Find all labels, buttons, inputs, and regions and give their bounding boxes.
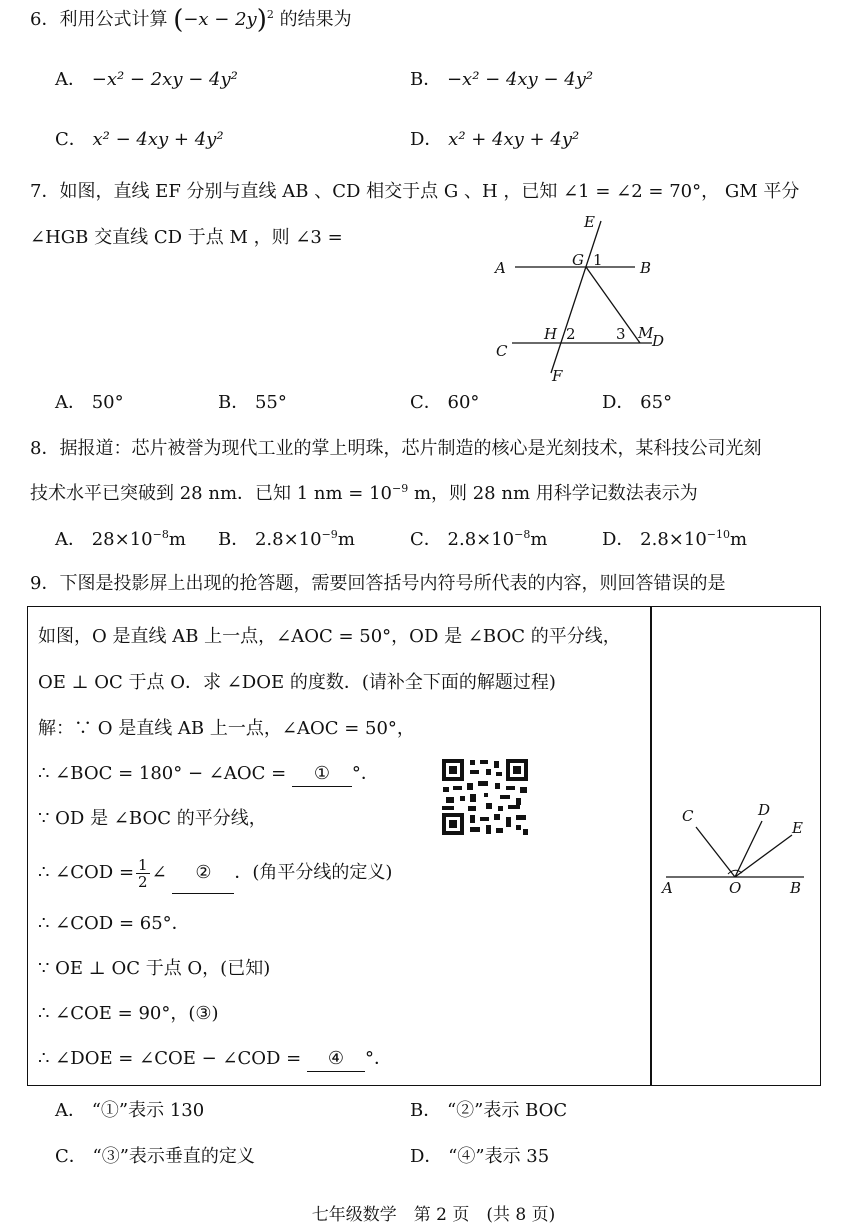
label-a: A <box>495 259 506 277</box>
label-b: B <box>640 259 652 277</box>
q7-figure <box>480 205 690 385</box>
label-f: F <box>552 367 563 385</box>
label-c-q9: C <box>682 807 694 825</box>
label-e-q9: E <box>792 819 803 837</box>
qr-code-icon <box>440 757 530 837</box>
q9-box-line3: 解：∵ O 是直线 AB 上一点，∠AOC = 50°， <box>38 718 415 739</box>
page-footer: 七年级数学 第 2 页 (共 8 页) <box>311 1205 556 1225</box>
q9-stem: 9．下图是投影屏上出现的抢答题，需要回答括号内符号所代表的内容，则回答错误的是 <box>30 573 726 594</box>
q7-option-a[interactable]: A． 50° <box>55 392 124 413</box>
q7-stem-line2: ∠HGB 交直线 CD 于点 M ，则 ∠3 = <box>30 227 343 248</box>
label-a-q9: A <box>662 879 673 897</box>
q9-box-line6: ∴ ∠COD = $\frac{1}{2}$ ∠ ② ．(角平分线的定义) <box>38 853 392 894</box>
label-2: 2 <box>566 325 576 343</box>
label-b-q9: B <box>790 879 802 897</box>
q6-option-d[interactable]: D． x² + 4xy + 4y² <box>410 129 580 150</box>
label-m: M <box>638 324 654 342</box>
q9-option-b[interactable]: B． “②”表示 BOC <box>410 1100 568 1121</box>
ray-oc <box>696 827 735 877</box>
label-3: 3 <box>616 325 626 343</box>
q9-option-d[interactable]: D． “④”表示 35 <box>410 1146 550 1167</box>
label-g: G <box>572 251 584 269</box>
label-e: E <box>584 213 595 231</box>
q9-box-line10: ∴ ∠DOE = ∠COE − ∠COD = ④ °． <box>38 1047 392 1072</box>
q9-box-line4: ∴ ∠BOC = 180° − ∠AOC = ① °． <box>38 762 379 787</box>
label-c: C <box>496 342 508 360</box>
q8-option-b[interactable]: B． $2.8\times 10^{-9}m$ <box>218 528 355 550</box>
label-h: H <box>544 325 558 343</box>
label-o-q9: O <box>729 879 742 897</box>
q9-box-line7: ∴ ∠COD = 65°． <box>38 913 190 934</box>
q6-stem: 6．利用公式计算 $(-x - 2y)^2$ 的结果为 <box>30 5 352 35</box>
q9-box-line9: ∴ ∠COE = 90°，(③) <box>38 1003 219 1024</box>
q9-option-a[interactable]: A． “①”表示 130 <box>55 1100 205 1121</box>
q9-box-line1: 如图，O 是直线 AB 上一点，∠AOC = 50°，OD 是 ∠BOC 的平分线， <box>38 626 621 647</box>
label-d-q9: D <box>758 801 771 819</box>
q8-option-a[interactable]: A． $28\times 10^{-8}m$ <box>55 528 186 550</box>
q6-option-b[interactable]: B． −x² − 4xy − 4y² <box>410 69 594 90</box>
line-ef <box>551 221 601 373</box>
q6-option-a[interactable]: A． −x² − 2xy − 4y² <box>55 69 238 90</box>
q8-option-c[interactable]: C． $2.8\times 10^{-8}m$ <box>410 528 548 550</box>
blank-1: ① <box>292 762 352 787</box>
q8-stem-line1: 8．据报道：芯片被誉为现代工业的掌上明珠，芯片制造的核心是光刻技术，某科技公司光刻 <box>30 438 762 459</box>
blank-4: ④ <box>307 1047 365 1072</box>
box-divider <box>650 607 652 1085</box>
q9-box-line5: ∵ OD 是 ∠BOC 的平分线， <box>38 808 267 829</box>
label-1: 1 <box>593 251 603 269</box>
q7-option-b[interactable]: B． 55° <box>218 392 287 413</box>
q9-solution-box <box>27 606 821 1086</box>
q9-option-c[interactable]: C． “③”表示垂直的定义 <box>55 1146 255 1167</box>
segment-gm <box>586 267 640 343</box>
q7-option-d[interactable]: D． 65° <box>602 392 673 413</box>
q7-option-c[interactable]: C． 60° <box>410 392 480 413</box>
q8-option-d[interactable]: D． $2.8\times 10^{-10}m$ <box>602 528 748 550</box>
q8-stem-line2: 技术水平已突破到 28 nm．已知 1 nm = $10^{-9}$ m，则 28 nm 用科学记数法表示为 <box>30 482 698 504</box>
q9-box-line8: ∵ OE ⊥ OC 于点 O，(已知) <box>38 958 271 979</box>
label-d: D <box>652 332 665 350</box>
ray-oe <box>735 835 792 877</box>
q7-stem-line1: 7．如图，直线 EF 分别与直线 AB 、CD 相交于点 G 、H ，已知 ∠1 = ∠2 = 70°， GM 平分 <box>30 181 800 202</box>
q9-figure <box>654 787 820 897</box>
q9-box-line2: OE ⊥ OC 于点 O．求 ∠DOE 的度数．(请补全下面的解题过程) <box>38 672 556 693</box>
blank-2: ② <box>172 853 234 894</box>
fraction-one-half: $\frac{1}{2}$ <box>138 855 148 891</box>
ray-od <box>735 821 762 877</box>
q6-option-c[interactable]: C． x² − 4xy + 4y² <box>55 129 224 150</box>
